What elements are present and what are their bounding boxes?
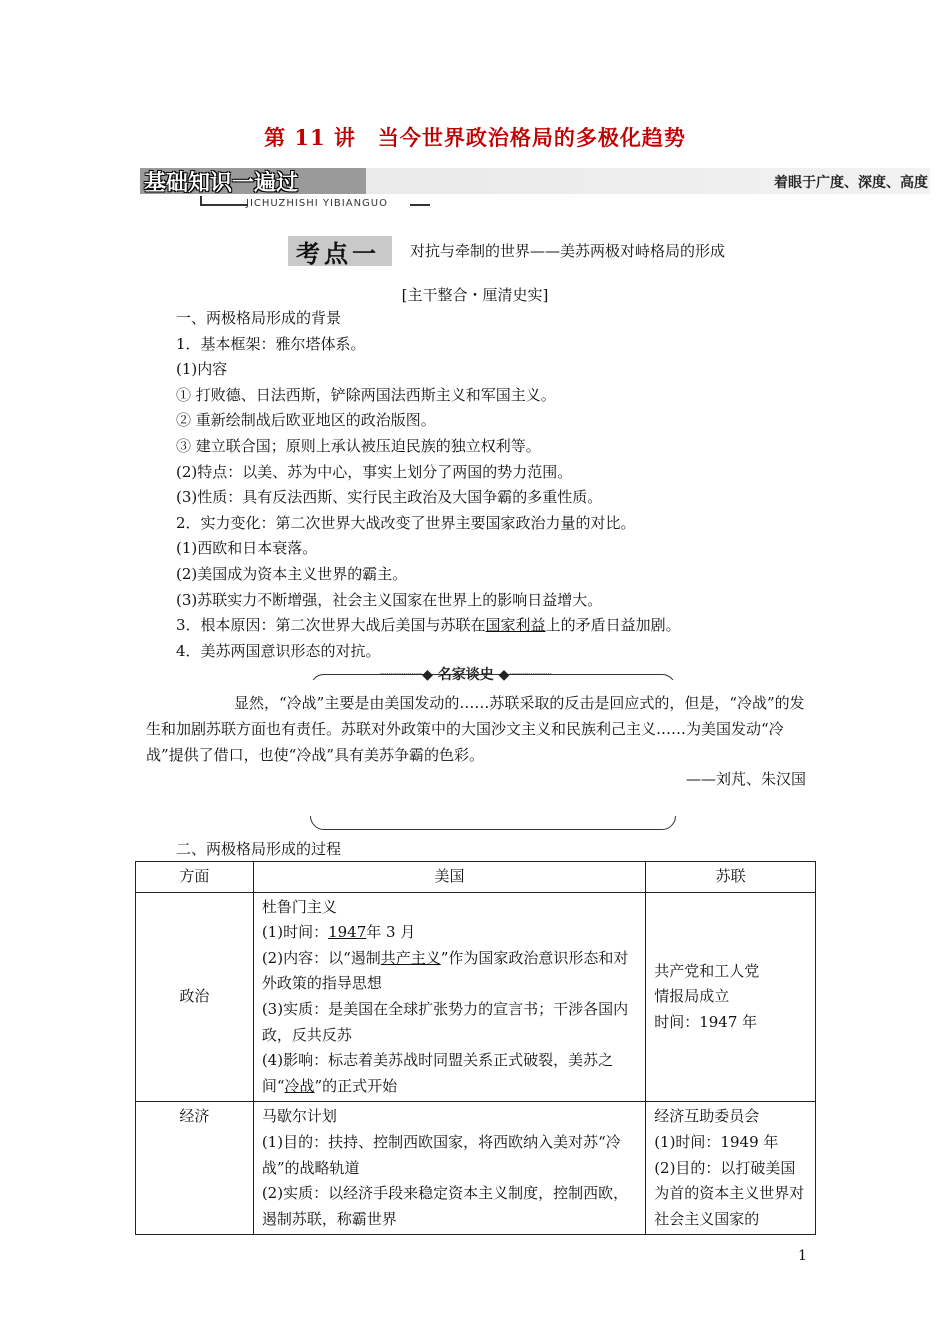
underlined-term: 国家利益 (485, 616, 546, 635)
banner-decoration (200, 196, 248, 206)
content-line: ① 打败德、日法西斯，铲除两国法西斯主义和军国主义。 (176, 385, 556, 404)
us-cell (253, 1102, 645, 1235)
text: (4)影响：标志着美苏战时同盟关系正式破裂，美苏之间“ (261, 1051, 614, 1095)
cell-line: (3)实质：是美国在全球扩张势力的宣言书；干涉各国内政，反共反苏 (261, 999, 629, 1044)
comparison-table (135, 861, 816, 1235)
cell-line: 时间：1947 年 (654, 1012, 758, 1031)
text: ”的正式开始 (314, 1076, 398, 1095)
banner-label: 基础知识一遍过 (144, 170, 299, 196)
cell-line: 杜鲁门主义 (261, 897, 337, 916)
cell-line: (1)目的：扶持、控制西欧国家，将西欧纳入美对苏“冷战”的战略轨道 (261, 1132, 621, 1177)
content-line: (2)美国成为资本主义世界的霸主。 (176, 564, 408, 583)
cell-line: 情报局成立 (654, 987, 730, 1006)
su-cell (646, 892, 816, 1102)
content-body (176, 306, 816, 664)
cell-line: (1)时间：1949 年 (654, 1132, 779, 1151)
underlined-term: 共产主义 (380, 948, 441, 967)
header-cell: 美国 (253, 862, 645, 893)
content-line: 1．基本框架：雅尔塔体系。 (176, 334, 366, 353)
content-line: 2．实力变化：第二次世界大战改变了世界主要国家政治力量的对比。 (176, 513, 636, 532)
cell-line: 共产党和工人党 (654, 961, 760, 980)
table-row (136, 1102, 816, 1235)
banner-tagline: 着眼于广度、深度、高度 (774, 175, 928, 191)
content-line: (1)西欧和日本衰落。 (176, 539, 318, 558)
cell-line: (2)目的：以打破美国为首的资本主义世界对社会主义国家的 (654, 1158, 805, 1228)
cell-line: 马歇尔计划 (261, 1107, 337, 1126)
cell-line: (2)实质：以经济手段来稳定资本主义制度，控制西欧，遏制苏联，称霸世界 (261, 1184, 629, 1228)
content-line: 一、两极格局形成的背景 (176, 309, 342, 327)
kaodian-title: 对抗与牵制的世界——美苏两极对峙格局的形成 (410, 242, 726, 260)
header-cell: 苏联 (646, 862, 816, 893)
quote-author: ——刘芃、朱汉国 (685, 770, 806, 788)
quote-text: 显然，“冷战”主要是由美国发动的……苏联采取的反击是回应式的，但是，“冷战”的发生和加剧苏联方面也有责任。苏联对外政策中的大国沙文主义和民族利己主义……为美国发动“冷战”提供了借口，也使“冷战”具有美苏争霸的色彩。 (146, 694, 805, 764)
cell-line (262, 920, 637, 946)
table-row (136, 892, 816, 1102)
table-header-row (136, 862, 816, 893)
underlined-term: 冷战 (284, 1076, 315, 1095)
content-line: (3)性质：具有反法西斯、实行民主政治及大国争霸的多重性质。 (176, 488, 603, 507)
text: (2)内容：以“遏制 (261, 948, 381, 967)
content-line: ③ 建立联合国；原则上承认被压迫民族的独立权利等。 (176, 436, 541, 455)
aspect-cell: 经济 (136, 1102, 254, 1235)
text: ”作为国家政治意识形态和对外政策的指导思想 (261, 948, 629, 993)
section-heading: 二、两极格局形成的过程 (176, 840, 342, 858)
quote-header-label: 名家谈史 (437, 667, 494, 683)
aspect-cell: 政治 (136, 892, 254, 1102)
banner-pinyin: JICHUZHISHI YIBIANGUO (246, 198, 388, 209)
content-line: ② 重新绘制战后欧亚地区的政治版图。 (176, 411, 436, 430)
subheading: [主干整合・厘清史实] (401, 286, 549, 304)
us-cell (253, 892, 645, 1102)
banner-decoration-end (410, 204, 430, 206)
su-cell (646, 1102, 816, 1235)
page-number: 1 (798, 1248, 807, 1264)
page-title: 第 11 讲 当今世界政治格局的多极化趋势 (264, 125, 686, 150)
cell-line (262, 946, 637, 997)
text: 3．根本原因：第二次世界大战后美国与苏联在 (176, 616, 486, 635)
header-cell: 方面 (136, 862, 254, 893)
text: (1)时间： (261, 923, 329, 942)
kaodian-label: 考点一 (296, 239, 380, 268)
quote-header: ┈┈┈┈┈◆ 名家谈史 ◆┈┈┈┈┈ (380, 667, 552, 683)
cell-line (262, 1048, 637, 1099)
text: 年 3 月 (366, 923, 416, 942)
underlined-term: 1947 (328, 923, 367, 942)
content-line: (3)苏联实力不断增强，社会主义国家在世界上的影响日益增大。 (176, 590, 603, 609)
content-line (176, 613, 816, 639)
content-line: 4．美苏两国意识形态的对抗。 (176, 641, 381, 660)
content-line: (2)特点：以美、苏为中心，事实上划分了两国的势力范围。 (176, 462, 573, 481)
text: 上的矛盾日益加剧。 (545, 616, 681, 635)
content-line: (1)内容 (176, 360, 228, 379)
cell-line: 经济互助委员会 (654, 1107, 760, 1126)
